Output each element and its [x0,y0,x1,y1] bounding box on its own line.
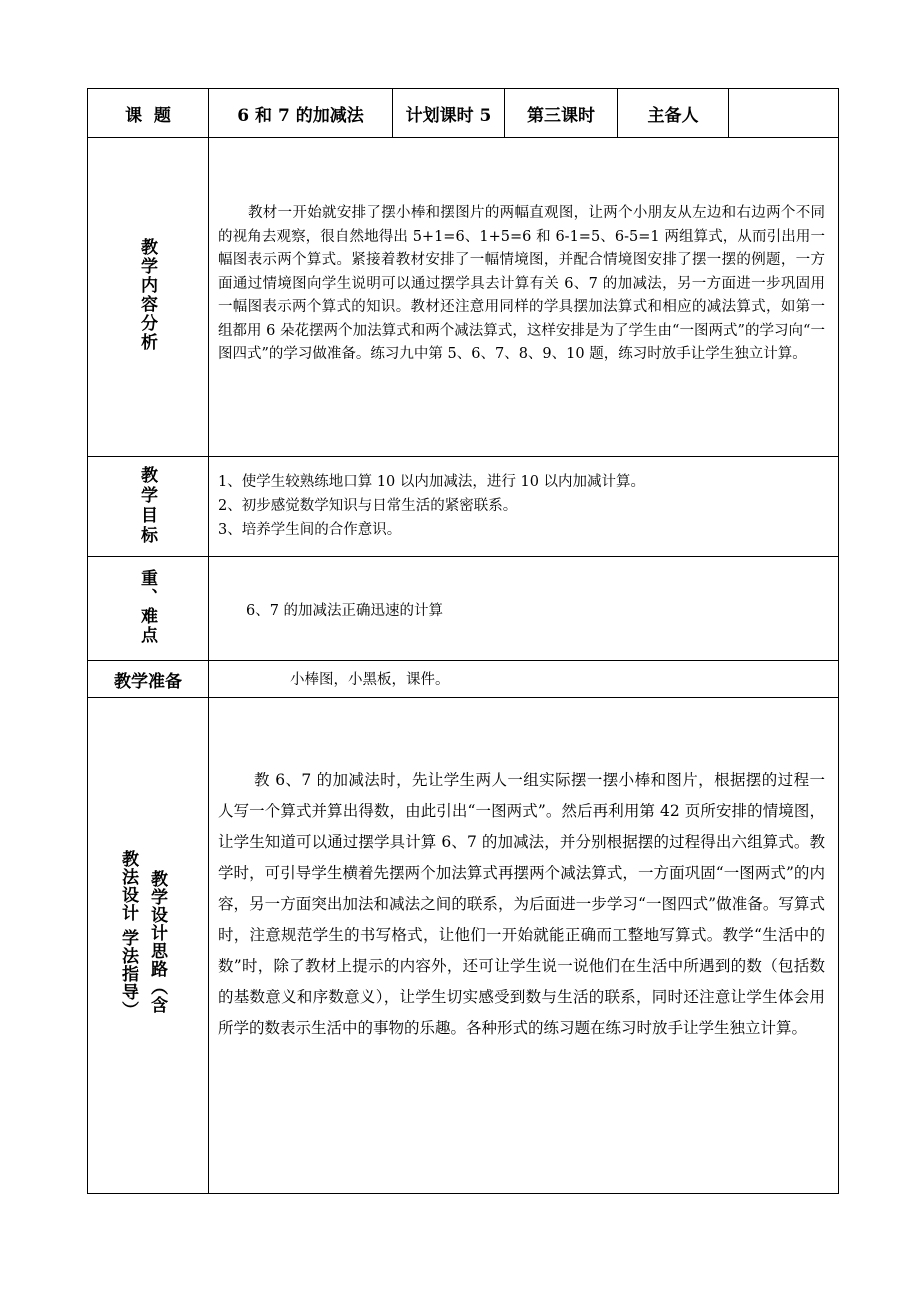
planned-hours: 计划课时 5 [405,105,492,126]
subject-label: 课 题 [125,105,171,126]
row-divider [87,456,839,457]
lesson-number: 第三课时 [527,105,595,126]
content-analysis-text: 教材一开始就安排了摆小棒和摆图片的两幅直观图，让两个小朋友从左边和右边两个不同的视角去观察，很自然地得出 5+1=6、1+5=6 和 6-1=5、6-5=1 两组算式，从而引出用一幅图表示两个算式。紧接着教材安排了一幅情境图，并配合情境图安排了摆一摆的例题，一方面通过情境图向学生说明可以通过摆学具去计算有关 6、7 的加减法，另一方面进一步巩固用一幅图表示两个算式的知识。教材还注意用同样的学具摆加法算式和相应的减法算式，如第一组都用 6 朵花摆两个加法算式和两个减法算式，这样安排是为了学生由“一图两式”的学习向“一图四式”的学习做准备。练习九中第 5、6、7、8、9、10 题，练习时放手让学生独立计算。 [218,205,825,362]
content-analysis-label: 教学内容分析 [137,238,157,352]
preparation-label: 教学准备 [114,671,182,692]
key-points-text: 6、7 的加减法正确迅速的计算 [246,603,444,619]
topic-title: 6 和 7 的加减法 [237,105,364,126]
row-divider [87,697,839,698]
objective-item: 2、初步感觉数学知识与日常生活的紧密联系。 [218,498,518,514]
objective-item: 1、使学生较熟练地口算 10 以内加减法，进行 10 以内加减计算。 [218,474,646,490]
objectives-list [218,470,818,542]
row-divider [87,137,839,138]
design-label-outer: 教法设计 学法指导） [118,850,138,1019]
row-divider [87,556,839,557]
column-divider [208,88,209,1194]
preparation-text: 小棒图，小黑板，课件。 [290,672,450,688]
objectives-label: 教学目标 [137,466,157,546]
preparer-label: 主备人 [647,105,699,126]
design-label-inner: 教学设计思路（含 [147,870,167,1014]
objective-item: 3、培养学生间的合作意识。 [218,522,402,538]
key-points-label: 重、难点 [137,569,157,645]
design-text: 教 6、7 的加减法时，先让学生两人一组实际摆一摆小棒和图片，根据摆的过程一人写一个算式并算出得数，由此引出“一图两式”。然后再利用第 42 页所安排的情境图，让学生知道可以通过摆学具计算 6、7 的加减法，并分别根据摆的过程得出六组算式。教学时，可引导学生横着先摆两个加法算式再摆两个减法算式，一方面巩固“一图两式”的内容，另一方面突出加法和减法之间的联系，为后面进一步学习“一图四式”做准备。写算式时，注意规范学生的书写格式，让他们一开始就能正确而工整地写算式。教学“生活中的数”时，除了教材上提示的内容外，还可让学生说一说他们在生活中所遇到的数（包括数的基数意义和序数意义），让学生切实感受到数与生活的联系，同时还注意让学生体会用所学的数表示生活中的事物的乐趣。各种形式的练习题在练习时放手让学生独立计算。 [218,771,825,1037]
preparer-value [729,89,838,137]
